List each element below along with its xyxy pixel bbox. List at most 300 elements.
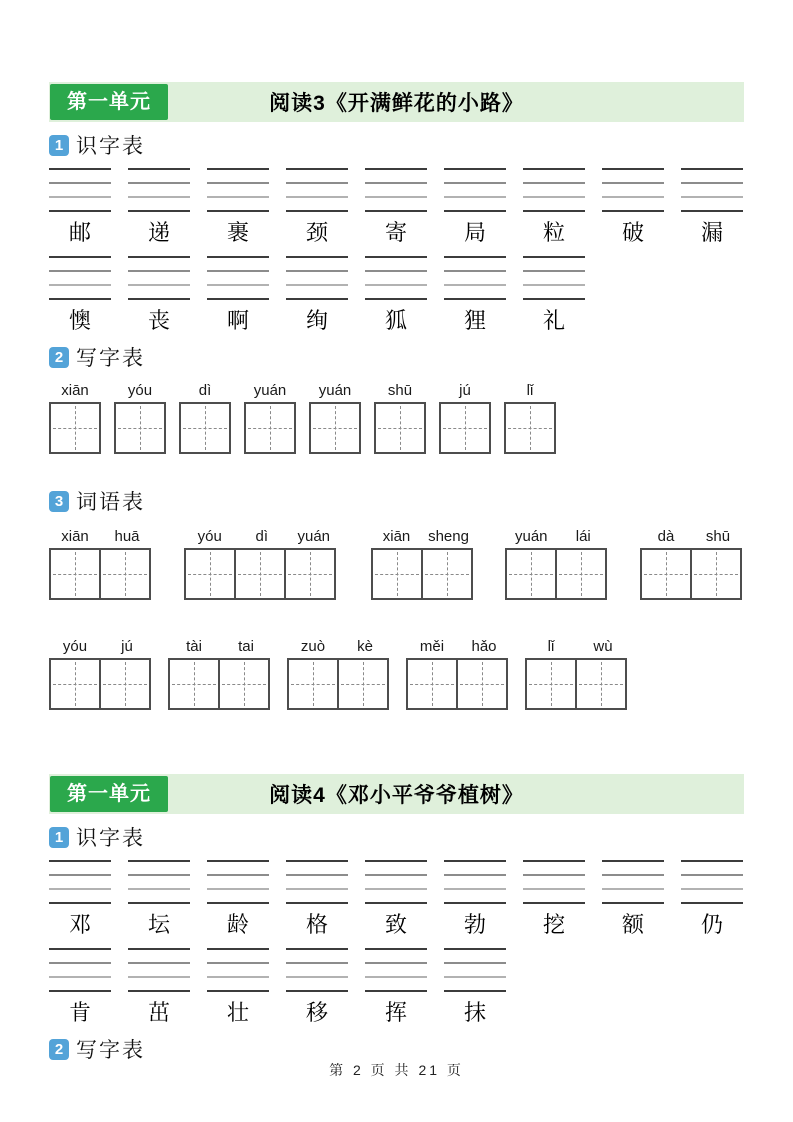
char-cell bbox=[602, 860, 664, 938]
four-line-grid-line bbox=[286, 860, 348, 862]
four-line-grid-line bbox=[207, 182, 269, 184]
pinyin-label: tai bbox=[238, 638, 254, 655]
four-line-grid-line bbox=[365, 196, 427, 198]
four-line-grid-line bbox=[681, 860, 743, 862]
hanzi-character: 壮 bbox=[226, 1000, 249, 1025]
pinyin-four-line-grid bbox=[602, 168, 664, 212]
four-line-grid-line bbox=[365, 948, 427, 950]
word-boxes bbox=[184, 548, 340, 600]
four-line-grid-line bbox=[365, 976, 427, 978]
word-pinyin-row bbox=[49, 636, 153, 658]
word-boxes bbox=[49, 548, 153, 600]
tianzige-box bbox=[287, 658, 339, 710]
heading-label: 识字表 bbox=[76, 826, 145, 850]
char-cell bbox=[128, 256, 190, 334]
four-line-grid-line bbox=[444, 256, 506, 258]
hanzi-character: 挖 bbox=[542, 912, 565, 937]
four-line-grid-line bbox=[49, 196, 111, 198]
hanzi-character: 额 bbox=[621, 912, 644, 937]
char-cell bbox=[128, 860, 190, 938]
tianzige-box bbox=[244, 402, 296, 454]
heading-label: 写字表 bbox=[76, 346, 145, 370]
hanzi-character: 邓 bbox=[68, 912, 91, 937]
box-guide-horizontal-icon bbox=[188, 574, 232, 575]
box-guide-horizontal-icon bbox=[248, 428, 292, 429]
box-guide-horizontal-icon bbox=[222, 684, 266, 685]
box-guide-horizontal-icon bbox=[378, 428, 422, 429]
four-line-grid-line bbox=[444, 168, 506, 170]
tianzige-box bbox=[692, 548, 742, 600]
write-cell bbox=[49, 380, 101, 454]
four-line-grid-line bbox=[207, 270, 269, 272]
four-line-grid-line bbox=[365, 284, 427, 286]
word-boxes bbox=[287, 658, 391, 710]
four-line-grid-line bbox=[523, 182, 585, 184]
pinyin-four-line-grid bbox=[365, 256, 427, 300]
four-line-grid-line bbox=[207, 298, 269, 300]
pinyin-four-line-grid bbox=[49, 860, 111, 904]
pinyin-four-line-grid bbox=[444, 860, 506, 904]
box-guide-horizontal-icon bbox=[238, 574, 282, 575]
four-line-grid-line bbox=[128, 182, 190, 184]
pinyin-label: lái bbox=[575, 528, 591, 545]
four-line-grid-line bbox=[49, 948, 111, 950]
four-line-grid-line bbox=[681, 902, 743, 904]
pinyin-label: yuán bbox=[253, 382, 287, 399]
word-pinyin-row bbox=[406, 636, 510, 658]
char-cell bbox=[444, 168, 506, 246]
char-cell bbox=[286, 860, 348, 938]
write-cell bbox=[114, 380, 166, 454]
word-pinyin-row bbox=[371, 526, 475, 548]
four-line-grid-line bbox=[49, 298, 111, 300]
heading-label: 识字表 bbox=[76, 134, 145, 158]
word-group bbox=[49, 526, 153, 600]
four-line-grid-line bbox=[602, 182, 664, 184]
pinyin-four-line-grid bbox=[128, 256, 190, 300]
tianzige-box bbox=[374, 402, 426, 454]
four-line-grid-line bbox=[207, 902, 269, 904]
word-group bbox=[168, 636, 272, 710]
pinyin-label: jú bbox=[121, 638, 133, 655]
four-line-grid-line bbox=[286, 298, 348, 300]
hanzi-character: 绚 bbox=[305, 308, 328, 333]
four-line-grid-line bbox=[523, 874, 585, 876]
four-line-grid-line bbox=[128, 948, 190, 950]
write-cell bbox=[374, 380, 426, 454]
pinyin-four-line-grid bbox=[128, 168, 190, 212]
tianzige-box bbox=[525, 658, 577, 710]
four-line-grid-line bbox=[286, 948, 348, 950]
four-line-grid-line bbox=[49, 182, 111, 184]
four-line-grid-line bbox=[286, 962, 348, 964]
box-guide-horizontal-icon bbox=[559, 574, 603, 575]
four-line-grid-line bbox=[128, 874, 190, 876]
pinyin-four-line-grid bbox=[681, 168, 743, 212]
word-pinyin-row bbox=[505, 526, 609, 548]
pinyin-label: tài bbox=[186, 638, 202, 655]
pinyin-four-line-grid bbox=[286, 948, 348, 992]
four-line-grid-line bbox=[286, 284, 348, 286]
char-grid-row bbox=[49, 860, 744, 938]
write-cell bbox=[244, 380, 296, 454]
four-line-grid-line bbox=[286, 182, 348, 184]
tianzige-box bbox=[49, 548, 101, 600]
box-guide-horizontal-icon bbox=[410, 684, 454, 685]
four-line-grid-line bbox=[207, 860, 269, 862]
char-grid-row bbox=[49, 948, 744, 1026]
four-line-grid-line bbox=[602, 196, 664, 198]
pinyin-label: huā bbox=[114, 528, 140, 545]
four-line-grid-line bbox=[444, 284, 506, 286]
pinyin-four-line-grid bbox=[365, 860, 427, 904]
hanzi-character: 邮 bbox=[68, 220, 91, 245]
word-group bbox=[371, 526, 475, 600]
four-line-grid-line bbox=[128, 902, 190, 904]
four-line-grid-line bbox=[365, 210, 427, 212]
four-line-grid-line bbox=[207, 976, 269, 978]
pinyin-label: wù bbox=[593, 638, 613, 655]
char-cell bbox=[444, 256, 506, 334]
char-cell bbox=[681, 860, 743, 938]
four-line-grid-line bbox=[286, 888, 348, 890]
section-heading bbox=[49, 488, 744, 514]
section-heading bbox=[49, 132, 744, 158]
tianzige-box bbox=[101, 548, 151, 600]
char-cell bbox=[49, 168, 111, 246]
page-footer: 第 2 页 共 21 页 bbox=[329, 1062, 464, 1078]
four-line-grid-line bbox=[681, 874, 743, 876]
four-line-grid-line bbox=[602, 902, 664, 904]
tianzige-box bbox=[371, 548, 423, 600]
pinyin-four-line-grid bbox=[444, 948, 506, 992]
word-boxes bbox=[49, 658, 153, 710]
pinyin-four-line-grid bbox=[602, 860, 664, 904]
section-heading bbox=[49, 824, 744, 850]
four-line-grid-line bbox=[49, 210, 111, 212]
box-guide-horizontal-icon bbox=[53, 684, 97, 685]
word-pinyin-row bbox=[184, 526, 340, 548]
four-line-grid-line bbox=[128, 284, 190, 286]
char-cell bbox=[681, 168, 743, 246]
char-cell bbox=[365, 168, 427, 246]
four-line-grid-line bbox=[128, 210, 190, 212]
tianzige-box bbox=[101, 658, 151, 710]
hanzi-character: 挥 bbox=[384, 1000, 407, 1025]
four-line-grid-line bbox=[681, 168, 743, 170]
box-guide-horizontal-icon bbox=[694, 574, 738, 575]
four-line-grid-line bbox=[602, 210, 664, 212]
four-line-grid-line bbox=[444, 976, 506, 978]
four-line-grid-line bbox=[365, 874, 427, 876]
four-line-grid-line bbox=[523, 196, 585, 198]
char-cell bbox=[49, 860, 111, 938]
four-line-grid-line bbox=[444, 210, 506, 212]
tianzige-box bbox=[286, 548, 336, 600]
four-line-grid-line bbox=[365, 256, 427, 258]
four-line-grid-line bbox=[49, 888, 111, 890]
four-line-grid-line bbox=[49, 874, 111, 876]
heading-number-badge: 2 bbox=[49, 347, 69, 368]
pinyin-label: měi bbox=[419, 638, 445, 655]
word-group bbox=[505, 526, 609, 600]
char-cell bbox=[523, 168, 585, 246]
tianzige-box bbox=[406, 658, 458, 710]
pinyin-four-line-grid bbox=[365, 168, 427, 212]
hanzi-character: 粒 bbox=[542, 220, 565, 245]
heading-number-badge: 2 bbox=[49, 1039, 69, 1060]
four-line-grid-line bbox=[128, 168, 190, 170]
pinyin-label: yóu bbox=[127, 382, 153, 399]
pinyin-label: yóu bbox=[197, 528, 222, 545]
four-line-grid-line bbox=[128, 270, 190, 272]
char-grid-row bbox=[49, 168, 744, 246]
pinyin-label: zuò bbox=[300, 638, 326, 655]
pinyin-label: kè bbox=[357, 638, 373, 655]
four-line-grid-line bbox=[602, 874, 664, 876]
unit-badge: 第一单元 bbox=[50, 84, 168, 120]
heading-label: 写字表 bbox=[76, 1038, 145, 1062]
hanzi-character: 破 bbox=[621, 220, 644, 245]
four-line-grid-line bbox=[207, 256, 269, 258]
char-cell bbox=[286, 948, 348, 1026]
hanzi-character: 懊 bbox=[68, 308, 91, 333]
pinyin-four-line-grid bbox=[49, 948, 111, 992]
hanzi-character: 格 bbox=[305, 912, 328, 937]
box-guide-horizontal-icon bbox=[375, 574, 419, 575]
pinyin-four-line-grid bbox=[444, 168, 506, 212]
char-cell bbox=[207, 948, 269, 1026]
box-guide-horizontal-icon bbox=[579, 684, 623, 685]
word-boxes bbox=[505, 548, 609, 600]
word-group bbox=[406, 636, 510, 710]
four-line-grid-line bbox=[365, 168, 427, 170]
four-line-grid-line bbox=[365, 990, 427, 992]
pinyin-label: hǎo bbox=[471, 638, 497, 655]
write-cell bbox=[439, 380, 491, 454]
char-cell bbox=[128, 168, 190, 246]
word-grid-row bbox=[49, 636, 629, 710]
four-line-grid-line bbox=[207, 874, 269, 876]
four-line-grid-line bbox=[49, 962, 111, 964]
four-line-grid-line bbox=[128, 962, 190, 964]
four-line-grid-line bbox=[523, 168, 585, 170]
char-cell bbox=[602, 168, 664, 246]
tianzige-box bbox=[423, 548, 473, 600]
box-guide-horizontal-icon bbox=[425, 574, 469, 575]
pinyin-four-line-grid bbox=[681, 860, 743, 904]
heading-number-badge: 1 bbox=[49, 135, 69, 156]
pinyin-four-line-grid bbox=[128, 948, 190, 992]
four-line-grid-line bbox=[128, 196, 190, 198]
four-line-grid-line bbox=[286, 256, 348, 258]
pinyin-label: xiān bbox=[382, 528, 411, 545]
pinyin-four-line-grid bbox=[128, 860, 190, 904]
four-line-grid-line bbox=[444, 270, 506, 272]
section-title: 阅读4《邓小平爷爷植树》 bbox=[269, 784, 524, 807]
hanzi-character: 致 bbox=[384, 912, 407, 937]
pinyin-four-line-grid bbox=[286, 256, 348, 300]
hanzi-character: 礼 bbox=[542, 308, 565, 333]
hanzi-character: 丧 bbox=[147, 308, 170, 333]
pinyin-label: lǐ bbox=[547, 638, 555, 655]
pinyin-four-line-grid bbox=[365, 948, 427, 992]
pinyin-four-line-grid bbox=[523, 860, 585, 904]
char-cell bbox=[207, 168, 269, 246]
four-line-grid-line bbox=[444, 196, 506, 198]
pinyin-label: yuán bbox=[297, 528, 331, 545]
char-grid-row bbox=[49, 256, 744, 334]
word-pinyin-row bbox=[525, 636, 629, 658]
word-group bbox=[49, 636, 153, 710]
box-guide-horizontal-icon bbox=[509, 574, 553, 575]
box-guide-horizontal-icon bbox=[460, 684, 504, 685]
char-cell bbox=[523, 860, 585, 938]
box-guide-horizontal-icon bbox=[288, 574, 332, 575]
four-line-grid-line bbox=[207, 962, 269, 964]
four-line-grid-line bbox=[286, 196, 348, 198]
four-line-grid-line bbox=[207, 196, 269, 198]
pinyin-label: xiān bbox=[61, 528, 89, 545]
pinyin-label: shū bbox=[387, 382, 413, 399]
box-guide-horizontal-icon bbox=[103, 574, 147, 575]
section-heading bbox=[49, 344, 744, 370]
char-cell bbox=[444, 860, 506, 938]
four-line-grid-line bbox=[444, 990, 506, 992]
hanzi-character: 漏 bbox=[700, 220, 723, 245]
word-boxes bbox=[525, 658, 629, 710]
pinyin-label: xiān bbox=[61, 382, 89, 399]
four-line-grid-line bbox=[365, 962, 427, 964]
four-line-grid-line bbox=[128, 298, 190, 300]
four-line-grid-line bbox=[207, 888, 269, 890]
four-line-grid-line bbox=[365, 860, 427, 862]
four-line-grid-line bbox=[128, 976, 190, 978]
four-line-grid-line bbox=[49, 270, 111, 272]
hanzi-character: 坛 bbox=[147, 912, 170, 937]
heading-number-badge: 3 bbox=[49, 491, 69, 512]
pinyin-four-line-grid bbox=[286, 860, 348, 904]
hanzi-character: 狸 bbox=[463, 308, 486, 333]
four-line-grid-line bbox=[128, 888, 190, 890]
four-line-grid-line bbox=[523, 298, 585, 300]
four-line-grid-line bbox=[681, 196, 743, 198]
pinyin-label: shū bbox=[705, 528, 731, 545]
pinyin-label: yóu bbox=[62, 638, 88, 655]
four-line-grid-line bbox=[681, 182, 743, 184]
char-cell bbox=[286, 256, 348, 334]
pinyin-label: yuán bbox=[318, 382, 352, 399]
char-cell bbox=[49, 256, 111, 334]
tianzige-box bbox=[114, 402, 166, 454]
pinyin-label: dà bbox=[657, 528, 675, 545]
pinyin-four-line-grid bbox=[49, 168, 111, 212]
char-cell bbox=[286, 168, 348, 246]
box-guide-horizontal-icon bbox=[644, 574, 688, 575]
four-line-grid-line bbox=[681, 888, 743, 890]
word-group bbox=[287, 636, 391, 710]
tianzige-box bbox=[236, 548, 286, 600]
four-line-grid-line bbox=[444, 888, 506, 890]
box-guide-horizontal-icon bbox=[529, 684, 573, 685]
pinyin-four-line-grid bbox=[444, 256, 506, 300]
four-line-grid-line bbox=[49, 990, 111, 992]
four-line-grid-line bbox=[286, 902, 348, 904]
four-line-grid-line bbox=[365, 270, 427, 272]
box-guide-horizontal-icon bbox=[53, 428, 97, 429]
four-line-grid-line bbox=[523, 256, 585, 258]
section-heading bbox=[49, 1036, 744, 1062]
tianzige-box bbox=[505, 548, 557, 600]
pinyin-label: dì bbox=[255, 528, 268, 545]
pinyin-four-line-grid bbox=[523, 168, 585, 212]
char-cell bbox=[207, 256, 269, 334]
four-line-grid-line bbox=[602, 168, 664, 170]
tianzige-box bbox=[640, 548, 692, 600]
four-line-grid-line bbox=[286, 210, 348, 212]
four-line-grid-line bbox=[365, 902, 427, 904]
worksheet-content bbox=[49, 82, 744, 1072]
pinyin-four-line-grid bbox=[207, 256, 269, 300]
four-line-grid-line bbox=[523, 888, 585, 890]
four-line-grid-line bbox=[444, 182, 506, 184]
box-guide-horizontal-icon bbox=[341, 684, 385, 685]
four-line-grid-line bbox=[207, 990, 269, 992]
four-line-grid-line bbox=[602, 860, 664, 862]
word-boxes bbox=[168, 658, 272, 710]
four-line-grid-line bbox=[365, 182, 427, 184]
four-line-grid-line bbox=[128, 860, 190, 862]
word-boxes bbox=[406, 658, 510, 710]
tianzige-box bbox=[577, 658, 627, 710]
four-line-grid-line bbox=[207, 948, 269, 950]
four-line-grid-line bbox=[444, 902, 506, 904]
four-line-grid-line bbox=[286, 270, 348, 272]
four-line-grid-line bbox=[286, 874, 348, 876]
char-cell bbox=[49, 948, 111, 1026]
box-guide-horizontal-icon bbox=[103, 684, 147, 685]
four-line-grid-line bbox=[365, 298, 427, 300]
word-group bbox=[525, 636, 629, 710]
char-cell bbox=[365, 256, 427, 334]
write-cell bbox=[504, 380, 556, 454]
four-line-grid-line bbox=[444, 860, 506, 862]
tianzige-box bbox=[220, 658, 270, 710]
hanzi-character: 茁 bbox=[147, 1000, 170, 1025]
box-guide-horizontal-icon bbox=[313, 428, 357, 429]
pinyin-four-line-grid bbox=[207, 168, 269, 212]
tianzige-box bbox=[309, 402, 361, 454]
write-grid-row bbox=[49, 380, 744, 454]
tianzige-box bbox=[439, 402, 491, 454]
pinyin-four-line-grid bbox=[286, 168, 348, 212]
section-banner bbox=[49, 774, 744, 814]
four-line-grid-line bbox=[207, 168, 269, 170]
four-line-grid-line bbox=[444, 874, 506, 876]
heading-label: 词语表 bbox=[76, 490, 145, 514]
hanzi-character: 颈 bbox=[305, 220, 328, 245]
tianzige-box bbox=[458, 658, 508, 710]
hanzi-character: 龄 bbox=[226, 912, 249, 937]
four-line-grid-line bbox=[523, 270, 585, 272]
word-pinyin-row bbox=[287, 636, 391, 658]
char-cell bbox=[207, 860, 269, 938]
unit-badge: 第一单元 bbox=[50, 776, 168, 812]
four-line-grid-line bbox=[444, 298, 506, 300]
box-guide-horizontal-icon bbox=[291, 684, 335, 685]
hanzi-character: 寄 bbox=[384, 220, 407, 245]
four-line-grid-line bbox=[523, 902, 585, 904]
